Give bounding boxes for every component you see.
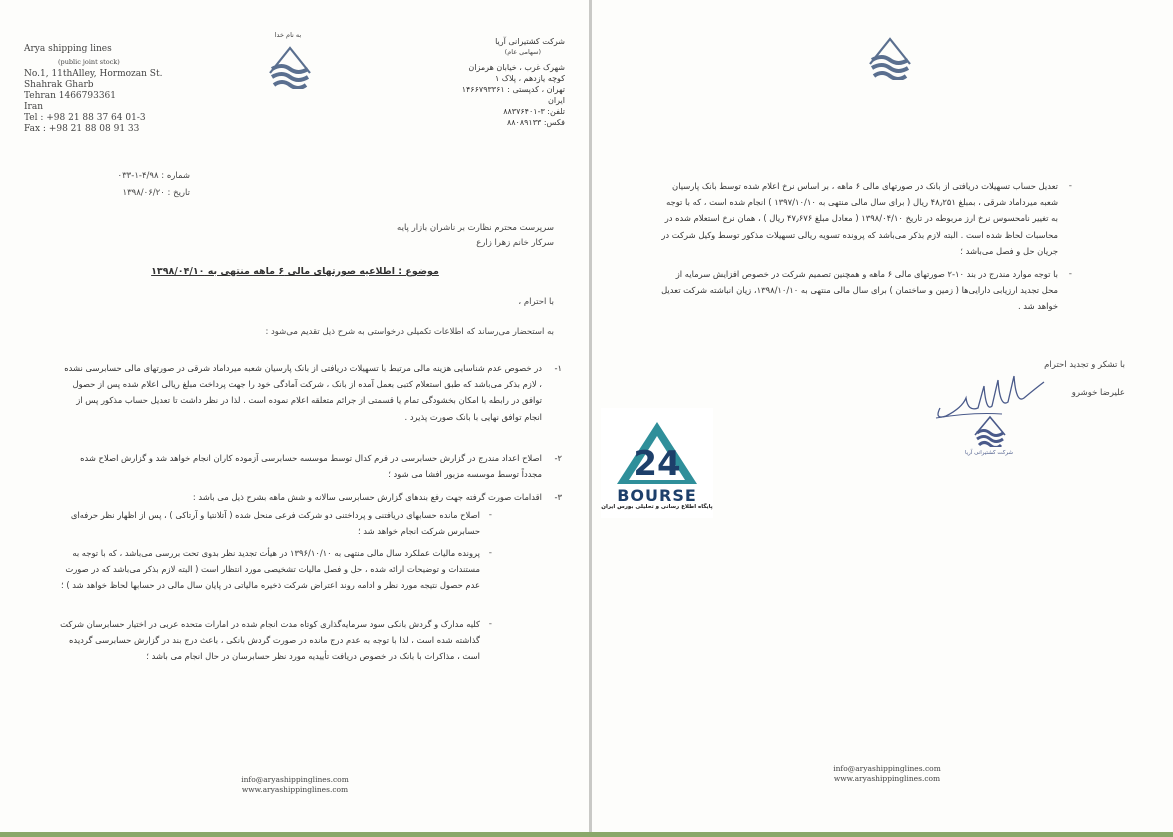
subitem-1	[60, 507, 492, 539]
bourse-caption: پایگاه اطلاع رسانی و تحلیلی بورس ایران	[601, 504, 713, 510]
address-line: Shahrak Gharb	[24, 80, 94, 90]
page-2-item-2	[658, 266, 1072, 315]
page-2-footer	[792, 764, 982, 784]
signer-name: علیرضا خوشرو	[1071, 388, 1125, 398]
header-fa-address-line: ایران	[548, 96, 565, 105]
recipient-name: سرکار خانم زهرا زارع	[476, 238, 554, 248]
fax-line: Fax : +98 21 88 08 91 33	[24, 124, 140, 134]
dash-icon: -	[1068, 269, 1072, 279]
header-en-type: (public joint stock)	[58, 58, 120, 66]
number-value: ۴/۹۸-۱-۰۳۳	[117, 171, 159, 181]
address-line: Tehran 1466793361	[24, 91, 117, 101]
subitem-2	[60, 545, 492, 594]
header-en-address	[24, 69, 162, 135]
footer-email[interactable]: info@aryashippinglines.com	[833, 764, 941, 773]
basmala: به نام خدا	[274, 31, 302, 39]
dash-icon: -	[1068, 181, 1072, 191]
dash-icon: -	[488, 619, 492, 629]
company-logo-icon	[266, 45, 314, 89]
bourse-triangle-icon	[615, 420, 699, 486]
page-1-footer	[200, 775, 390, 795]
header-fa-address-line: شهرک غرب ، خیابان هرمزان	[468, 63, 565, 72]
bottom-edge	[0, 832, 1173, 837]
footer-web[interactable]: www.aryashippinglines.com	[833, 774, 941, 783]
item-text: تعدیل حساب تسهیلات دریافتی از بانک در صورتهای مالی ۶ ماهه ، بر اساس نرخ اعلام شده توسط بانک پارسیان شعبه میرداماد شرقی ، بمبلغ ۴۸٫۲۵۱ ریال ( برای سال مالی منتهی به ۱۳۹۷/۱۰/۱۰ ) انجام شده است ، که با توجه به تغییر نامحسوس نرخ ارز مربوطه در تاریخ ۱۳۹۸/۰۴/۱۰ ( معادل مبلغ ۴۷٫۶۷۶ ریال ) ، همان نرخ استعلام شده در محاسبات لحاظ شده است . البته لازم بذکر می‌باشد که پرونده تسویه ریالی تسهیلات مذکور توسط وکیل شرکت در جریان حل و فصل می‌باشد ؛	[661, 181, 1058, 256]
item-number: ۲-	[554, 453, 562, 463]
header-fa-address-line: کوچه یازدهم ، پلاک ۱	[494, 74, 565, 83]
header-en-company: Arya shipping lines	[24, 44, 112, 54]
footer-email[interactable]: info@aryashippinglines.com	[241, 775, 349, 784]
dash-icon: -	[488, 510, 492, 520]
subitem-text: پرونده مالیات عملکرد سال مالی منتهی به ۱۳۹۶/۱۰/۱۰ در هیأت تجدید نظر بدوی تحت بررسی می‌باشد ، که با توجه به مستندات و توضیحات ارائه شده ، حل و فصل مالیات تشخیصی مورد انتظار است ( البته لازم بذکر می‌باشد که در صورت عدم حصول نتیجه مورد نظر و ادامه روند اعتراض شرکت ذخیره مالیاتی در پایان سال مالی در حسابها لحاظ خواهد شد ) ؛	[61, 548, 480, 591]
letter-page-1	[0, 0, 589, 832]
intro-text: به استحضار می‌رساند که اطلاعات تکمیلی درخواستی به شرح ذیل تقدیم می‌شود :	[265, 327, 554, 337]
dash-icon: -	[488, 548, 492, 558]
letter-date	[80, 188, 190, 198]
subitem-text: اصلاح مانده حسابهای دریافتنی و پرداختنی دو شرکت فرعی منحل شده ( آتلانتیا و آرتاکی ) ، پس از اظهار نظر حرفه‌ای حسابرس شرکت انجام خواهد شد ؛	[70, 510, 480, 537]
bourse-name: BOURSE	[617, 486, 697, 505]
item-text: اقدامات صورت گرفته جهت رفع بندهای گزارش حسابرسی سالانه و شش ماهه بشرح ذیل می باشد :	[192, 492, 542, 502]
greeting: با احترام ،	[518, 297, 554, 307]
recipient-title: سرپرست محترم نظارت بر ناشران بازار پایه	[397, 223, 554, 233]
header-fa-company: شرکت کشتیرانی آریا	[495, 37, 565, 46]
page-2-item-1	[658, 178, 1072, 259]
item-1	[60, 360, 562, 425]
letter-number	[80, 171, 190, 181]
subitem-text: کلیه مدارک و گردش بانکی سود سرمایه‌گذاری کوتاه مدت انجام شده در امارات متحده عربی در اختیار حسابرسان شرکت گذاشته شده است ، لذا با توجه به عدم درج مانده در صورت گردش بانکی ، باعث درج بند در گزارش حسابرسی گردیده است ، مذاکرات با بانک در خصوص دریافت تأییدیه مورد نظر حسابرسان در حال انجام می باشد ؛	[60, 619, 480, 662]
header-fa-type: (سهامی عام)	[504, 48, 541, 56]
address-line: No.1, 11thAlley, Hormozan St.	[24, 69, 163, 79]
item-text: با توجه موارد مندرج در بند ۱۰-۲ صورتهای مالی ۶ ماهه و همچنین تصمیم شرکت در خصوص افزایش سرمایه از محل تجدید ارزیابی دارایی‌ها ( زمین و ساختمان ) برای سال مالی منتهی به ۱۳۹۸/۱۰/۱۰، زیان انباشته شرکت تعدیل خواهد شد .	[661, 269, 1058, 312]
item-2	[60, 450, 562, 482]
item-number: ۱-	[554, 363, 562, 373]
stamp-logo-icon	[972, 415, 1008, 447]
letter-subject: موضوع : اطلاعیه صورتهای مالی ۶ ماهه منتهی به ۱۳۹۸/۰۴/۱۰	[151, 266, 439, 277]
company-logo-icon	[866, 36, 914, 80]
item-text: اصلاح اعداد مندرج در گزارش حسابرسی در فرم کدال توسط موسسه حسابرسی آزموده کاران انجام خواهد شد و گزارش اصلاح شده مجدداً توسط موسسه مزبور افشا می شود ؛	[80, 453, 542, 480]
date-value: ۱۳۹۸/۰۶/۲۰	[122, 188, 165, 198]
number-label: شماره :	[161, 171, 190, 181]
bourse-logo	[601, 408, 713, 518]
subitem-3	[60, 616, 492, 665]
bourse-number: 24	[633, 444, 681, 484]
footer-web[interactable]: www.aryashippinglines.com	[241, 785, 349, 794]
date-label: تاریخ :	[167, 188, 190, 198]
header-fa-fax: فکس: ۸۸۰۸۹۱۳۳	[506, 118, 565, 127]
tel-line: Tel : +98 21 88 37 64 01-3	[24, 113, 146, 123]
header-fa-address-line: تهران ، کدپستی : ۱۴۶۶۷۹۳۳۶۱	[461, 85, 565, 94]
header-fa-tel: تلفن: ۳-۸۸۳۷۶۴۰۱	[503, 107, 565, 116]
stamp-caption: شرکت کشتیرانی آریا	[964, 450, 1014, 456]
item-number: ۳-	[554, 492, 562, 502]
header-fa	[405, 36, 565, 128]
item-text: در خصوص عدم شناسایی هزینه مالی مرتبط با تسهیلات دریافتی از بانک پارسیان شعبه میرداماد شرقی در صورتهای مالی حسابرسی نشده ، لازم بذکر می‌باشد که طبق استعلام کتبی بعمل آمده از بانک ، شرکت آمادگی خود را جهت پرداخت مبلغ ریالی اعلام شده پس از حصول توافق در رابطه با امکان بخشودگی تمام یا قسمتی از جرائم متعلقه اعلام نموده است . لذا در نظر داشت تا تعدیل حساب مذکور پس از انجام توافق نهایی با بانک صورت پذیرد .	[64, 363, 542, 422]
closing: با تشکر و تجدید احترام	[1044, 360, 1125, 370]
address-line: Iran	[24, 102, 44, 112]
item-3	[60, 489, 562, 505]
